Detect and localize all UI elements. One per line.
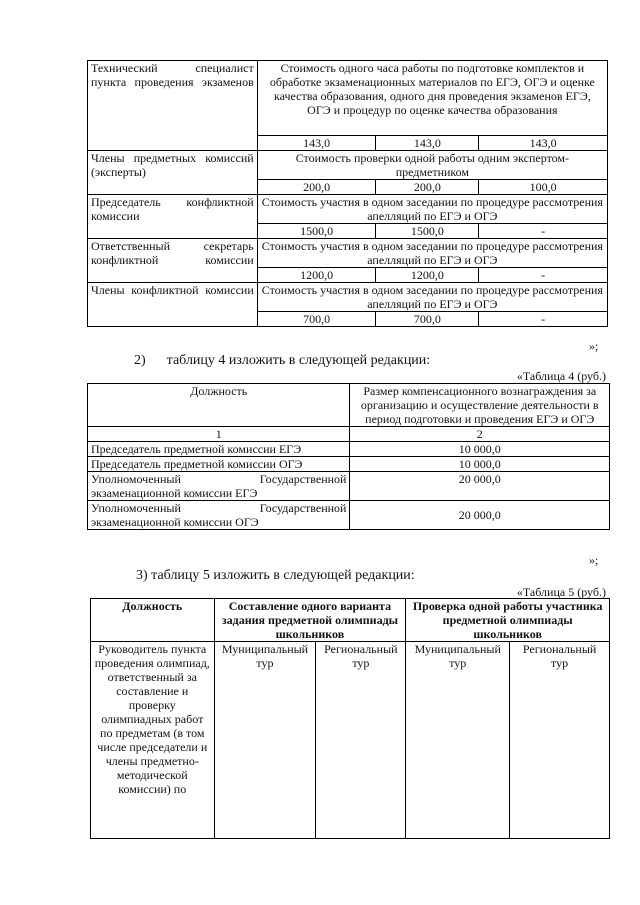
value-cell: 200,0 (376, 180, 479, 195)
position-cell: Ответственный секретарь конфликтной комиссии (88, 239, 258, 283)
header-position: Должность (91, 599, 215, 642)
position-cell: Председатель предметной комиссии ОГЭ (88, 457, 350, 472)
amount-cell: 10 000,0 (350, 442, 610, 457)
value-cell: 1200,0 (257, 268, 376, 283)
amount-cell: 20 000,0 (350, 501, 610, 530)
header-position: Должность (88, 384, 350, 427)
position-cell: Уполномоченный Государственной экзаменационной комиссии ЕГЭ (88, 472, 350, 501)
value-cell: 1500,0 (376, 224, 479, 239)
amount-cell: 20 000,0 (350, 472, 610, 501)
position-cell: Члены предметных комиссий (эксперты) (88, 151, 258, 195)
description-cell: Стоимость участия в одном заседании по процедуре рассмотрения апелляций по ЕГЭ и ОГЭ (257, 195, 607, 224)
value-cell: - (479, 224, 608, 239)
value-cell: 1500,0 (257, 224, 376, 239)
amendment-item-2: 2) таблицу 4 изложить в следующей редакции: (134, 353, 431, 368)
table-row (88, 442, 610, 457)
value-cell: - (479, 268, 608, 283)
column-number: 2 (350, 427, 610, 442)
position-cell: Председатель конфликтной комиссии (88, 195, 258, 239)
closing-quote: »; (589, 339, 599, 353)
table-row (88, 61, 608, 136)
header-amount: Размер компенсационного вознаграждения за организацию и осуществление деятельности в период подготовки и проведения ЕГЭ и ОГЭ (350, 384, 610, 427)
header-compose: Составление одного варианта задания предметной олимпиады школьников (214, 599, 406, 642)
description-cell: Стоимость проверки одной работы одним экспертом-предметником (257, 151, 607, 180)
value-cell: 143,0 (479, 136, 608, 151)
position-cell: Технический специалист пункта проведения экзаменов (88, 61, 258, 151)
subheader-municipal: Муниципальный тур (406, 642, 510, 839)
value-cell: 700,0 (257, 312, 376, 327)
table4-caption: «Таблица 4 (руб.) (516, 369, 606, 383)
table-row (88, 501, 610, 530)
value-cell: 700,0 (376, 312, 479, 327)
table-4 (87, 383, 610, 530)
position-cell: Председатель предметной комиссии ЕГЭ (88, 442, 350, 457)
value-cell: 143,0 (257, 136, 376, 151)
table-header-row (88, 384, 610, 427)
subheader-regional: Региональный тур (316, 642, 406, 839)
compensation-table-continued (87, 60, 608, 327)
column-number: 1 (88, 427, 350, 442)
table-5 (90, 598, 610, 839)
table-row (88, 195, 608, 224)
table-row (88, 239, 608, 268)
position-cell: Члены конфликтной комиссии (88, 283, 258, 327)
subheader-regional: Региональный тур (510, 642, 610, 839)
table-row (91, 642, 610, 839)
description-cell: Стоимость участия в одном заседании по процедуре рассмотрения апелляций по ЕГЭ и ОГЭ (257, 283, 607, 312)
amendment-item-3: 3) таблицу 5 изложить в следующей редакции: (136, 568, 415, 583)
value-cell: - (479, 312, 608, 327)
value-cell: 143,0 (376, 136, 479, 151)
header-check: Проверка одной работы участника предметной олимпиады школьников (406, 599, 610, 642)
description-cell: Стоимость участия в одном заседании по процедуре рассмотрения апелляций по ЕГЭ и ОГЭ (257, 239, 607, 268)
amount-cell: 10 000,0 (350, 457, 610, 472)
position-cell: Руководитель пункта проведения олимпиад, ответственный за составление и проверку олимпиадных работ по предметам (в том числе председатели и члены предметно-методической комиссии) по (91, 642, 215, 839)
value-cell: 100,0 (479, 180, 608, 195)
table5-caption: «Таблица 5 (руб.) (516, 585, 606, 599)
description-cell: Стоимость одного часа работы по подготовке комплектов и обработке экзаменационных материалов по ЕГЭ, ОГЭ и оценке качества образования, одного дня проведения экзаменов ЕГЭ, ОГЭ и процедур по оценке качества образования (257, 61, 607, 136)
value-cell: 200,0 (257, 180, 376, 195)
table-row (88, 457, 610, 472)
position-cell: Уполномоченный Государственной экзаменационной комиссии ОГЭ (88, 501, 350, 530)
closing-quote: »; (589, 553, 599, 567)
table-row (88, 151, 608, 180)
column-number-row (88, 427, 610, 442)
value-cell: 1200,0 (376, 268, 479, 283)
subheader-municipal: Муниципальный тур (214, 642, 316, 839)
table-header-row (91, 599, 610, 642)
table-row (88, 283, 608, 312)
table-row (88, 472, 610, 501)
